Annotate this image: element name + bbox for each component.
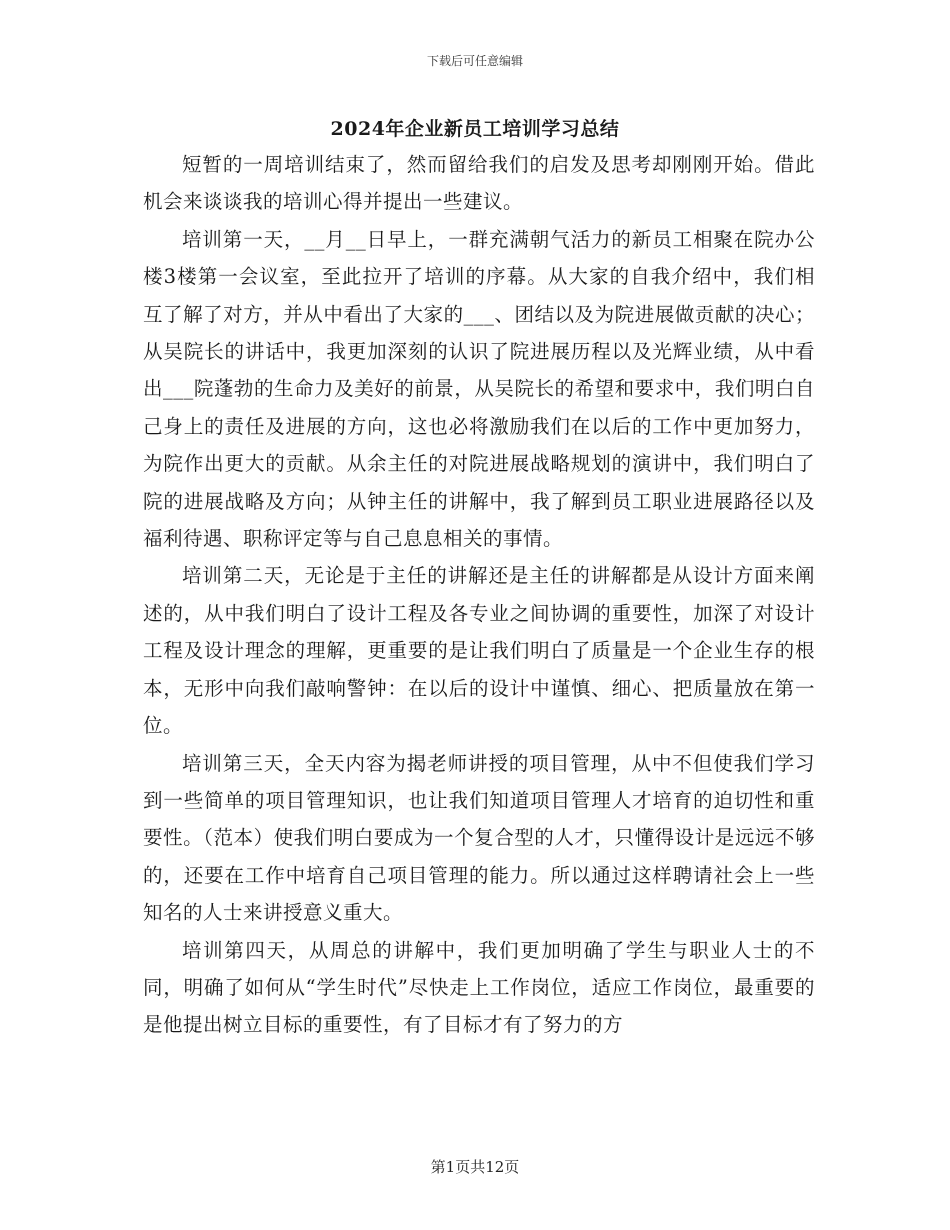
paragraph-day-four: 培训第四天，从周总的讲解中，我们更加明确了学生与职业人士的不同，明确了如何从“学生时代”尽快走上工作岗位，适应工作岗位，最重要的是他提出树立目标的重要性，有了目标才有了努力的方 — [143, 938, 815, 1037]
paragraph-intro: 短暂的一周培训结束了，然而留给我们的启发及思考却刚刚开始。借此机会来谈谈我的培训心得并提出一些建议。 — [143, 153, 815, 214]
paragraph-day-one: 培训第一天，__月__日早上，一群充满朝气活力的新员工相聚在院办公楼3楼第一会议室，至此拉开了培训的序幕。从大家的自我介绍中，我们相互了解了对方，并从中看出了大家的___、团结以及为院进展做贡献的决心；从吴院长的讲话中，我更加深刻的认识了院进展历程以及光辉业绩，从中看出___院蓬勃的生命力及美好的前景，从吴院长的希望和要求中，我们明白自己身上的责任及进展的方向，这也必将激励我们在以后的工作中更加努力，为院作出更大的贡献。从余主任的对院进展战略规划的演讲中，我们明白了院的进展战略及方向；从钟主任的讲解中，我了解到员工职业进展路径以及福利待遇、职称评定等与自己息息相关的事情。 — [143, 227, 815, 551]
document-title: 2024年企业新员工培训学习总结 — [330, 118, 620, 140]
paragraph-day-three: 培训第三天，全天内容为揭老师讲授的项目管理，从中不但使我们学习到一些简单的项目管理知识，也让我们知道项目管理人才培育的迫切性和重要性。（范本）使我们明白要成为一个复合型的人才，只懂得设计是远远不够的，还要在工作中培育自己项目管理的能力。所以通过这样聘请社会上一些知名的人士来讲授意义重大。 — [143, 751, 815, 925]
document-body — [143, 146, 815, 1044]
header-note: 下载后可任意编辑 — [426, 54, 523, 68]
paragraph-day-two: 培训第二天，无论是于主任的讲解还是主任的讲解都是从设计方面来阐述的，从中我们明白了设计工程及各专业之间协调的重要性，加深了对设计工程及设计理念的理解，更重要的是让我们明白了质量是一个企业生存的根本，无形中向我们敲响警钟：在以后的设计中谨慎、细心、把质量放在第一位。 — [143, 564, 815, 738]
page-footer: 第1页共12页 — [430, 1158, 520, 1176]
